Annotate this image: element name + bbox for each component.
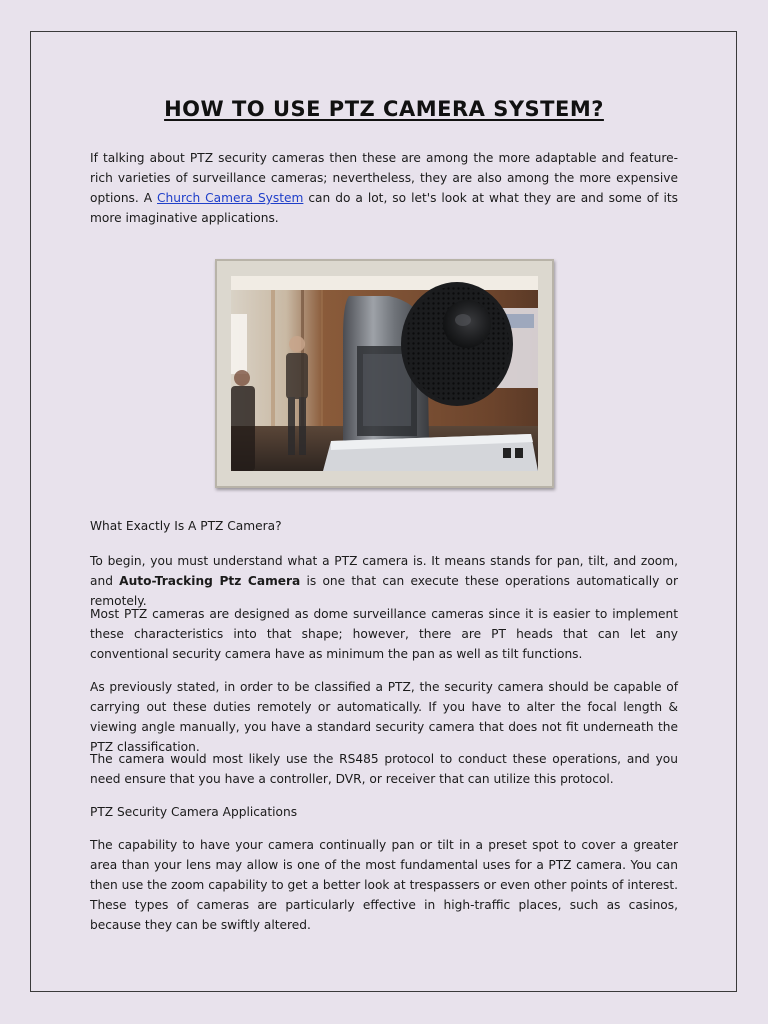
auto-tracking-ptz-camera-term: Auto-Tracking Ptz Camera	[119, 574, 301, 588]
section-applications	[90, 802, 678, 822]
paragraph-dome-design	[90, 604, 678, 664]
intro-paragraph	[90, 148, 678, 228]
paragraph-text: As previously stated, in order to be classified a PTZ, the security camera should be capable of carrying out these duties remotely or automatically. If you have to alter the focal length & viewing angle manually, you have a standard security camera that does not fit underneath the PTZ classification.	[90, 680, 678, 754]
page-title: HOW TO USE PTZ CAMERA SYSTEM?	[164, 97, 604, 121]
section-what-is-ptz	[90, 516, 678, 536]
paragraph-applications	[90, 835, 678, 935]
intro-text-start: If talking about PTZ security cameras then these are among the more adaptable and feature-rich varieties of surveillance cameras; nevertheless, they are also among the more expensive options. A	[90, 151, 678, 205]
section-heading-applications: PTZ Security Camera Applications	[90, 805, 298, 819]
ptz-camera-photo	[231, 276, 538, 471]
paragraph-rs485-protocol	[90, 749, 678, 789]
section-heading-what-is-ptz: What Exactly Is A PTZ Camera?	[90, 519, 282, 533]
intro-text-end: can do a lot, so let's look at what they are and some of its more imaginative applications.	[90, 191, 678, 225]
paragraph-text: The capability to have your camera continually pan or tilt in a preset spot to cover a greater area than your lens may allow is one of the most fundamental uses for a PTZ camera. You can then use the zoom capability to get a better look at trespassers or even other points of interest. These types of cameras are particularly effective in high-traffic places, such as casinos, because they can be swiftly altered.	[90, 838, 678, 932]
ptz-camera-image	[231, 276, 538, 471]
paragraph-ptz-definition	[90, 551, 678, 611]
paragraph-classification	[90, 677, 678, 757]
paragraph-text: is one that can execute these operations automatically or remotely.	[90, 574, 678, 608]
paragraph-text: The camera would most likely use the RS485 protocol to conduct these operations, and you need ensure that you have a controller, DVR, or receiver that can utilize this protocol.	[90, 752, 678, 786]
ptz-camera-photo-frame	[215, 259, 554, 488]
church-camera-system-link[interactable]: Church Camera System	[157, 191, 304, 205]
paragraph-text: Most PTZ cameras are designed as dome surveillance cameras since it is easier to implement these characteristics into that shape; however, there are PT heads that can let any conventional security camera have as minimum the pan as well as tilt functions.	[90, 607, 678, 661]
paragraph-text: To begin, you must understand what a PTZ camera is. It means stands for pan, tilt, and zoom, and	[90, 554, 678, 588]
